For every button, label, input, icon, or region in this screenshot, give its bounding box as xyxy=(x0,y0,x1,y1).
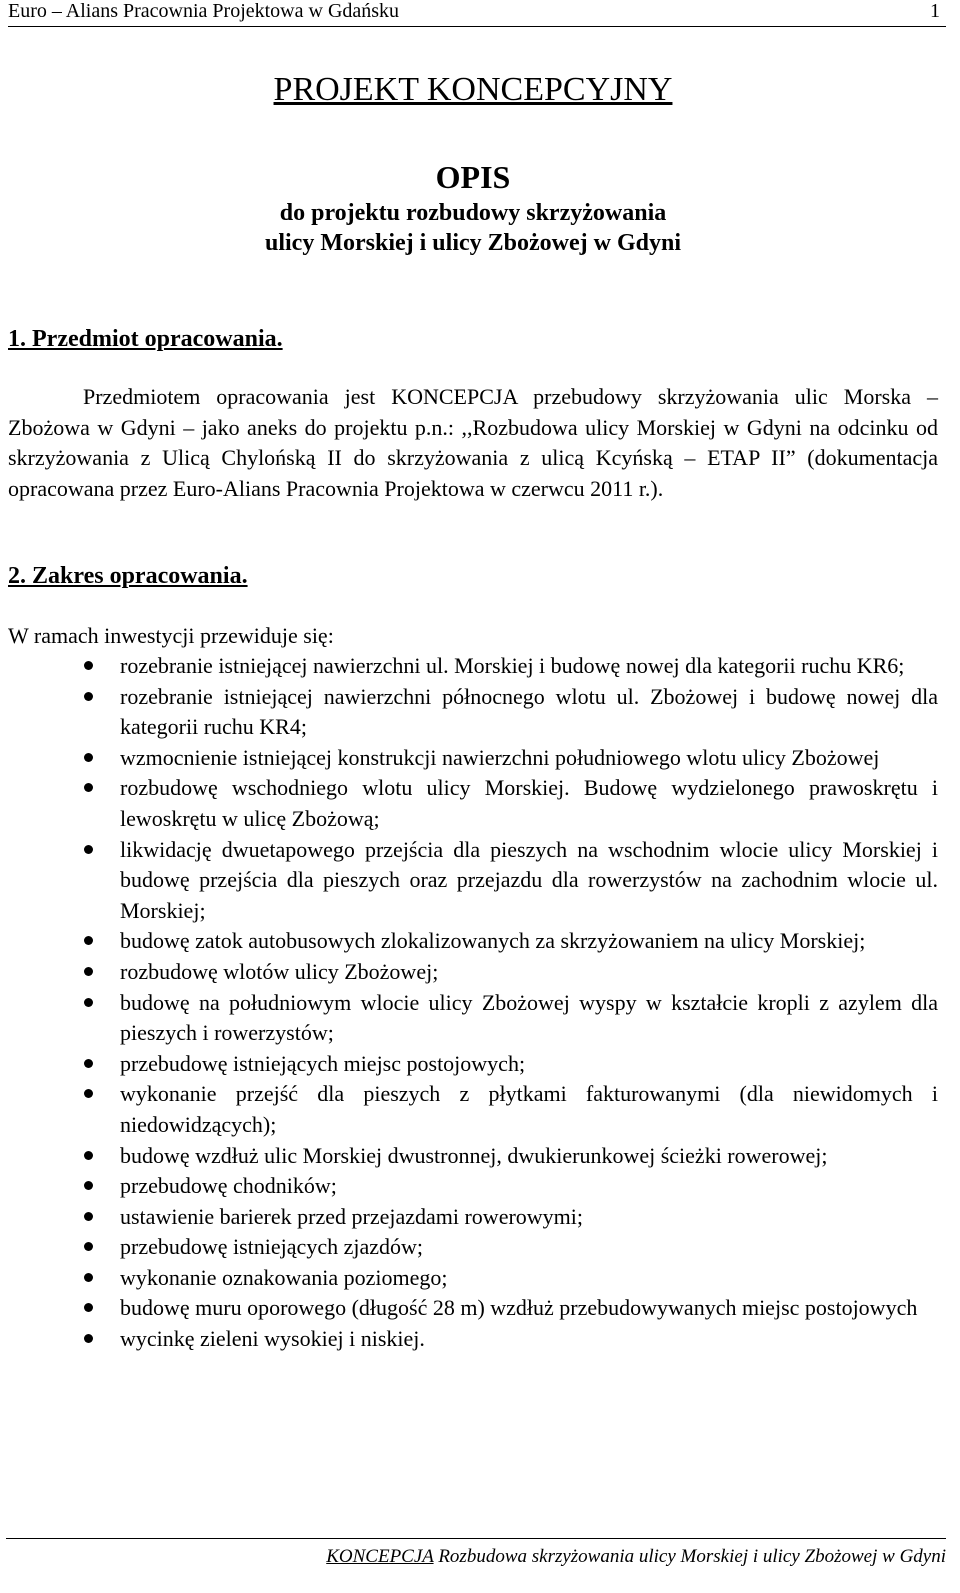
list-item: rozebranie istniejącej nawierzchni ul. Morskiej i budowę nowej dla kategorii ruchu KR6; xyxy=(120,651,938,682)
list-item: budowę zatok autobusowych zlokalizowanych za skrzyżowaniem na ulicy Morskiej; xyxy=(120,926,938,957)
list-item: rozbudowę wlotów ulicy Zbożowej; xyxy=(120,957,938,988)
header-title: Euro – Alians Pracownia Projektowa w Gdańsku xyxy=(8,0,400,22)
list-item: ustawienie barierek przed przejazdami rowerowymi; xyxy=(120,1202,938,1233)
scope-list xyxy=(120,651,938,1355)
document-title: PROJEKT KONCEPCYJNY xyxy=(273,71,673,108)
page-footer xyxy=(6,1538,946,1569)
list-item: likwidację dwuetapowego przejścia dla pieszych na wschodnim wlocie ulicy Morskiej i budowę przejścia dla pieszych oraz przejazdu dla rowerzystów na zachodnim wlocie ul. Morskiej; xyxy=(120,835,938,927)
subtitle-line-1: do projektu rozbudowy skrzyżowania xyxy=(279,200,667,226)
list-item: budowę na południowym wlocie ulicy Zbożowej wyspy w kształcie kropli z azylem dla pieszych i rowerzystów; xyxy=(120,988,938,1049)
list-item: przebudowę chodników; xyxy=(120,1171,938,1202)
section-1-heading: 1. Przedmiot opracowania. xyxy=(8,326,283,352)
page-header xyxy=(8,0,946,27)
list-item: budowę muru oporowego (długość 28 m) wzdłuż przebudowywanych miejsc postojowych xyxy=(120,1293,938,1324)
list-item: przebudowę istniejących miejsc postojowych; xyxy=(120,1049,938,1080)
list-item: rozebranie istniejącej nawierzchni północnego wlotu ul. Zbożowej i budowę nowej dla kategorii ruchu KR4; xyxy=(120,682,938,743)
list-item: przebudowę istniejących zjazdów; xyxy=(120,1232,938,1263)
list-item: rozbudowę wschodniego wlotu ulicy Morskiej. Budowę wydzielonego prawoskrętu i lewoskrętu w ulicę Zbożową; xyxy=(120,773,938,834)
section-2-intro: W ramach inwestycji przewiduje się: xyxy=(8,623,334,648)
list-item: wycinkę zieleni wysokiej i niskiej. xyxy=(120,1324,938,1355)
subtitle-line-2: ulicy Morskiej i ulicy Zbożowej w Gdyni xyxy=(265,230,681,256)
section-2-heading: 2. Zakres opracowania. xyxy=(8,563,248,589)
footer-text: Rozbudowa skrzyżowania ulicy Morskiej i ulicy Zbożowej w Gdyni xyxy=(438,1546,946,1567)
section-1-paragraph: Przedmiotem opracowania jest KONCEPCJA przebudowy skrzyżowania ulic Morska – Zbożowa w Gdyni – jako aneks do projektu p.n.: ,,Rozbudowa ulicy Morskiej w Gdyni na odcinku od skrzyżowania z Ulicą Chylońską II do skrzyżowania z ulicą Kcyńską – ETAP II” (dokumentacja opracowana przez Euro-Alians Pracownia Projektowa w czerwcu 2011 r.). xyxy=(8,384,938,501)
opis-heading: OPIS xyxy=(435,159,511,195)
footer-label: KONCEPCJA xyxy=(326,1546,434,1567)
list-item: wykonanie oznakowania poziomego; xyxy=(120,1263,938,1294)
list-item: wykonanie przejść dla pieszych z płytkami fakturowanymi (dla niewidomych i niedowidzących); xyxy=(120,1079,938,1140)
page-number: 1 xyxy=(930,0,940,22)
list-item: budowę wzdłuż ulic Morskiej dwustronnej, dwukierunkowej ścieżki rowerowej; xyxy=(120,1141,938,1172)
list-item: wzmocnienie istniejącej konstrukcji nawierzchni południowego wlotu ulicy Zbożowej xyxy=(120,743,938,774)
